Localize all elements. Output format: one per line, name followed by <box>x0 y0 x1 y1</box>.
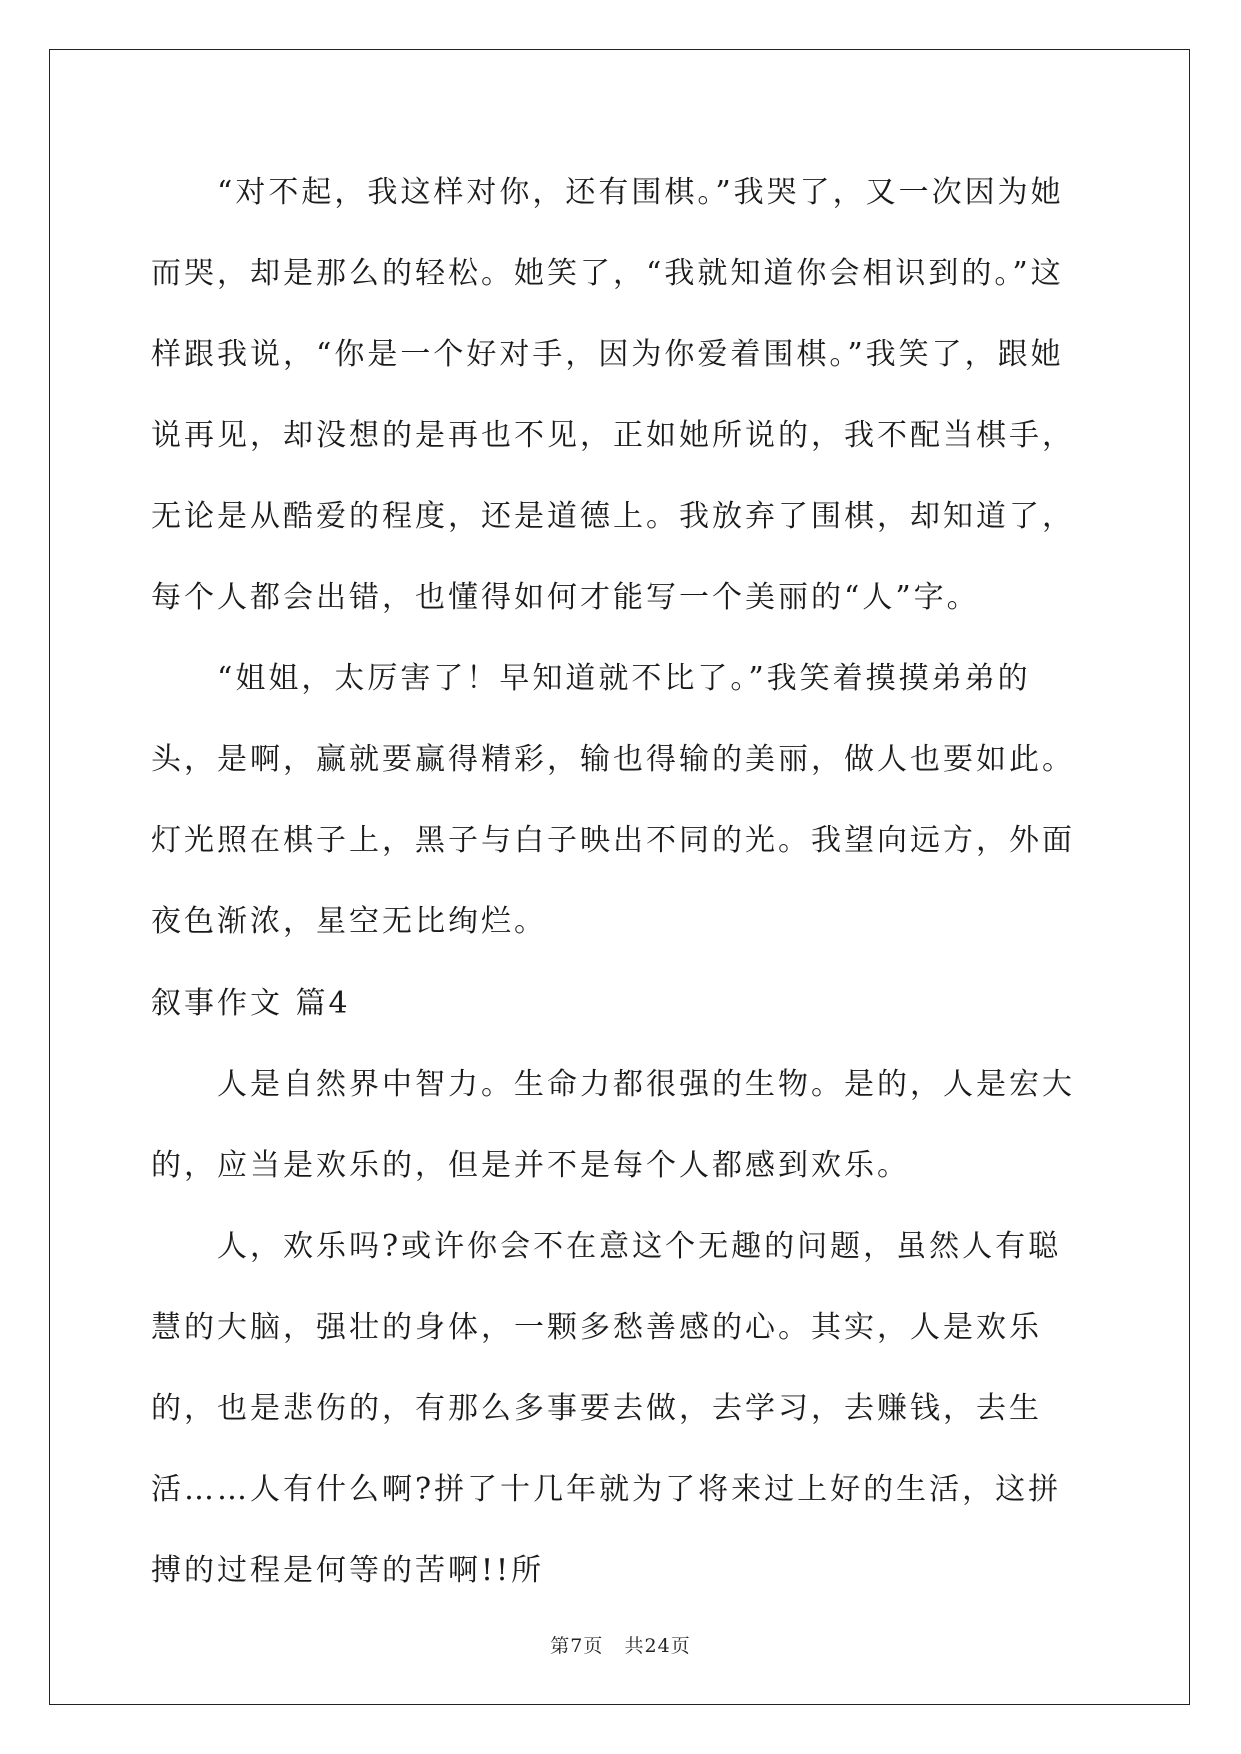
paragraph-apology: “对不起，我这样对你，还有围棋。”我哭了，又一次因为她而哭，却是那么的轻松。她笑了，“我就知道你会相识到的。”这样跟我说，“你是一个好对手，因为你爱着围棋。”我笑了，跟她说再见，却没想的是再也不见，正如她所说的，我不配当棋手，无论是从酷爱的程度，还是道德上。我放弃了围棋，却知道了，每个人都会出错，也懂得如何才能写一个美丽的“人”字。 <box>151 175 1075 615</box>
footer-gap <box>603 1635 624 1657</box>
paragraph-happiness: 人，欢乐吗?或许你会不在意这个无趣的问题，虽然人有聪慧的大脑，强壮的身体，一颗多愁善感的心。其实，人是欢乐的，也是悲伤的，有那么多事要去做，去学习，去赚钱，去生活……人有什么啊?拼了十几年就为了将来过上好的生活，这拼搏的过程是何等的苦啊!!所 <box>151 1229 1062 1588</box>
page-footer <box>0 1631 1241 1658</box>
page-number: 第7页 <box>550 1635 604 1657</box>
section-heading: 叙事作文 篇4 <box>151 986 351 1021</box>
page-total: 共24页 <box>624 1635 691 1657</box>
paragraph-nature: 人是自然界中智力。生命力都很强的生物。是的，人是宏大的，应当是欢乐的，但是并不是每个人都感到欢乐。 <box>151 1067 1075 1183</box>
paragraph-sister: “姐姐，太厉害了！早知道就不比了。”我笑着摸摸弟弟的头，是啊，赢就要赢得精彩，输也得输的美丽，做人也要如此。灯光照在棋子上，黑子与白子映出不同的光。我望向远方，外面夜色渐浓，星空无比绚烂。 <box>151 661 1075 939</box>
